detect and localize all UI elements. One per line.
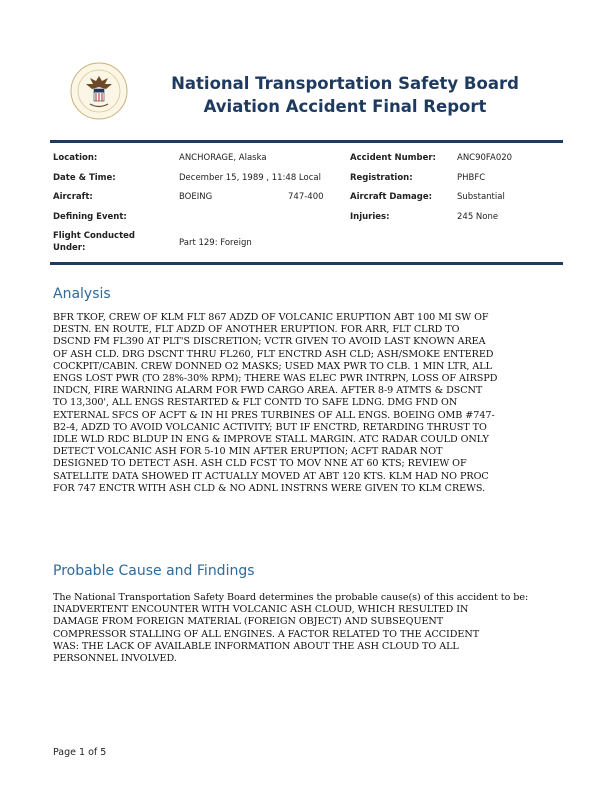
registration-label: Registration: [350,173,413,183]
analysis-line: SATELLITE DATA SHOWED IT ACTUALLY MOVED AT ABT 120 KTS. KLM HAD NO PROC [53,470,489,482]
flight-conducted-label-line2: Under: [53,243,86,253]
aircraft-label: Aircraft: [53,192,93,202]
analysis-line: DSCND FM FL390 AT PLT'S DISCRETION; VCTR GIVEN TO AVOID LAST KNOWN AREA [53,336,486,348]
accident-number-value: ANC90FA020 [457,153,513,163]
registration-value: PHBFC [457,173,486,183]
probable-cause-heading: Probable Cause and Findings [53,563,255,579]
aircraft-damage-value: Substantial [457,192,505,202]
analysis-line: DESIGNED TO DETECT ASH. ASH CLD FCST TO MOV NNE AT 60 KTS; REVIEW OF [53,458,467,470]
probable-cause-line: The National Transportation Safety Board determines the probable cause(s) of this accident to be: [53,592,529,603]
date-value: December 15, 1989 , 11:48 Local [179,173,321,183]
defining-event-label: Defining Event: [53,212,127,222]
injuries-label: Injuries: [350,212,390,222]
analysis-line: DESTN. EN ROUTE, FLT ADZD OF ANOTHER ERUPTION. FOR ARR, FLT CLRD TO [53,324,460,336]
analysis-line: B2-4, ADZD TO AVOID VOLCANIC ACTIVITY; BUT IF ENCTRD, RETARDING THRUST TO [53,421,487,433]
header-divider [50,140,563,143]
analysis-text [53,312,563,495]
aircraft-make: BOEING [179,192,213,202]
probable-cause-line: COMPRESSOR STALLING OF ALL ENGINES. A FACTOR RELATED TO THE ACCIDENT [53,628,480,640]
flight-conducted-label-line1: Flight Conducted [53,231,136,241]
aircraft-damage-label: Aircraft Damage: [350,192,433,202]
probable-cause-text [53,592,563,665]
analysis-heading: Analysis [53,286,111,302]
analysis-line: IDLE WLD RDC BLDUP IN ENG & IMPROVE STALL MARGIN. ATC RADAR COULD ONLY [53,434,489,446]
report-title [150,72,540,118]
info-divider [50,262,563,265]
probable-cause-line: INADVERTENT ENCOUNTER WITH VOLCANIC ASH CLOUD, WHICH RESULTED IN [53,604,469,616]
ntsb-seal-icon [70,62,128,120]
analysis-line: COCKPIT/CABIN. CREW DONNED O2 MASKS; USED MAX PWR TO CLB. 1 MIN LTR, ALL [53,360,492,372]
analysis-line: ENGS LOST PWR (TO 28%-30% RPM); THERE WAS ELEC PWR INTRPN, LOSS OF AIRSPD [53,373,498,385]
location-value: ANCHORAGE, Alaska [179,153,267,163]
flight-conducted-value: Part 129: Foreign [179,238,252,248]
analysis-line: OF ASH CLD. DRG DSCNT THRU FL260, FLT ENCTRD ASH CLD; ASH/SMOKE ENTERED [53,348,494,360]
analysis-line: EXTERNAL SFCS OF ACFT & IN HI PRES TURBINES OF ALL ENGS. BOEING OMB #747- [53,409,495,421]
probable-cause-line: PERSONNEL INVOLVED. [53,653,177,665]
location-label: Location: [53,153,98,163]
aircraft-model: 747-400 [288,192,324,202]
probable-cause-line: WAS: THE LACK OF AVAILABLE INFORMATION ABOUT THE ASH CLOUD TO ALL [53,640,459,652]
analysis-line: INDCN, FIRE WARNING ALARM FOR FWD CARGO AREA. AFTER 8-9 ATMTS & DSCNT [53,385,483,397]
title-line-report: Aviation Accident Final Report [203,97,487,116]
analysis-line: TO 13,300', ALL ENGS RESTARTED & FLT CONTD TO SAFE LDNG. DMG FND ON [53,397,458,409]
date-label: Date & Time: [53,173,116,183]
analysis-line: DETECT VOLCANIC ASH FOR 5-10 MIN AFTER ERUPTION; ACFT RADAR NOT [53,446,443,458]
analysis-line: BFR TKOF, CREW OF KLM FLT 867 ADZD OF VOLCANIC ERUPTION ABT 100 MI SW OF [53,312,489,323]
title-line-agency: National Transportation Safety Board [171,74,519,93]
injuries-value: 245 None [457,212,499,222]
page-number: Page 1 of 5 [53,747,107,758]
probable-cause-line: DAMAGE FROM FOREIGN MATERIAL (FOREIGN OBJECT) AND SUBSEQUENT [53,616,444,628]
accident-number-label: Accident Number: [350,153,436,163]
analysis-line: FOR 747 ENCTR WITH ASH CLD & NO ADNL INSTRNS WERE GIVEN TO KLM CREWS. [53,482,486,494]
